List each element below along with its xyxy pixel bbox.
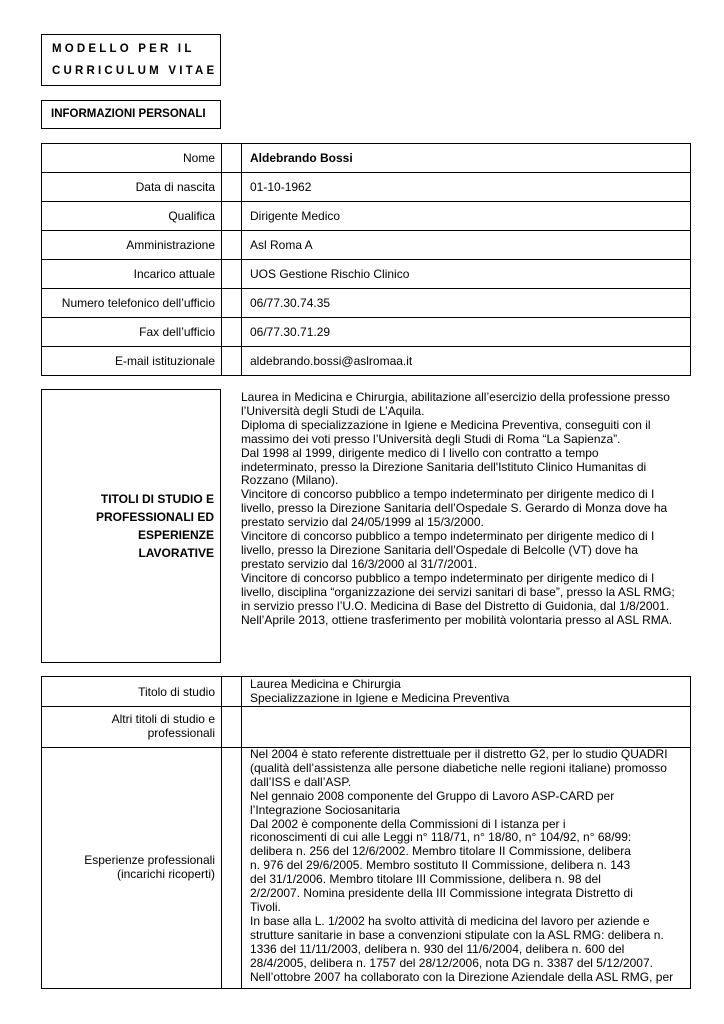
altri-titoli-label xyxy=(42,707,222,748)
altri-titoli-label-line1: Altri titoli di studio e xyxy=(111,712,215,727)
document-title-line2: CURRICULUM VITAE xyxy=(52,65,218,77)
text-line: livello, presso la Direzione Sanitaria dell’Ospedale di Belcolle (VT) dove ha xyxy=(241,542,638,557)
text-line: l’Integrazione Sociosanitaria xyxy=(250,802,401,817)
personal-field-value: aldebrando.bossi@aslromaa.it xyxy=(242,347,691,376)
text-line: Rozzano (Milano). xyxy=(241,473,339,488)
personal-field-label: Numero telefonico dell’ufficio xyxy=(42,289,222,318)
titoli-heading-line1: TITOLI DI STUDIO E xyxy=(100,492,214,506)
text-line: riconoscimenti di cui alle Leggi n° 118/71, n° 18/80, n° 104/92, n° 68/99: xyxy=(250,830,632,845)
text-line: Nel gennaio 2008 componente del Gruppo di Lavoro ASP-CARD per xyxy=(250,788,615,803)
text-line: l’Università degli Studi de L’Aquila. xyxy=(241,403,425,418)
table-row xyxy=(42,202,691,231)
text-line: in servizio presso l’U.O. Medicina di Base del Distretto di Guidonia, dal 1/8/2001. xyxy=(241,598,670,613)
section-header-personal-info xyxy=(41,100,221,129)
text-line: 28/4/2005, delibera n. 1757 del 28/12/2006, nota DG n. 3387 del 5/12/2007. xyxy=(250,955,653,970)
personal-field-value: Asl Roma A xyxy=(242,231,691,260)
text-line: Nell’ottobre 2007 ha collaborato con la Direzione Aziendale della ASL RMG, per xyxy=(250,969,674,984)
titoli-description xyxy=(241,391,691,627)
text-line: Nel 2004 è stato referente distrettuale per il distretto G2, per lo studio QUADRI xyxy=(250,747,668,761)
titoli-heading xyxy=(96,490,214,562)
esperienze-label xyxy=(42,748,222,989)
titolo-studio-line1: Laurea Medicina e Chirurgia xyxy=(250,676,401,691)
document-title-line1: MODELLO PER IL xyxy=(52,43,195,55)
titoli-section xyxy=(41,389,690,663)
table-row-altri-titoli xyxy=(42,707,691,748)
personal-field-label: Amministrazione xyxy=(42,231,222,260)
text-line: livello, disciplina “organizzazione dei servizi sanitari di base”, presso la ASL RMG; xyxy=(241,584,675,599)
personal-field-label: Incarico attuale xyxy=(42,260,222,289)
titoli-heading-line4: LAVORATIVE xyxy=(138,546,214,560)
personal-field-value: Dirigente Medico xyxy=(242,202,691,231)
table-row xyxy=(42,144,691,173)
text-line: Nell’Aprile 2013, ottiene trasferimento per mobilità volontaria presso al ASL RMA. xyxy=(241,612,673,627)
titoli-heading-line3: ESPERIENZE xyxy=(137,528,214,542)
table-row xyxy=(42,173,691,202)
table-row xyxy=(42,347,691,376)
table-row-titolo-studio xyxy=(42,677,691,707)
text-line: Laurea in Medicina e Chirurgia, abilitazione all’esercizio della professione presso xyxy=(241,390,670,404)
text-line: Dal 2002 è componente della Commissioni di I istanza per i xyxy=(250,816,566,831)
personal-field-value: 06/77.30.74.35 xyxy=(242,289,691,318)
esperienze-label-line2: (incarichi ricoperti) xyxy=(116,867,215,881)
text-line: prestato servizio dal 16/3/2000 al 31/7/2001. xyxy=(241,556,478,571)
personal-field-value: Aldebrando Bossi xyxy=(242,144,691,173)
personal-field-value: 06/77.30.71.29 xyxy=(242,318,691,347)
text-line: In base alla L. 1/2002 ha svolto attività di medicina del lavoro per aziende e xyxy=(250,913,650,928)
personal-info-table xyxy=(41,143,691,376)
titoli-label-cell xyxy=(41,389,221,663)
table-row xyxy=(42,231,691,260)
text-line: 1336 del 11/11/2003, delibera n. 930 del 11/6/2004, delibera n. 600 del xyxy=(250,941,625,956)
titolo-studio-label: Titolo di studio xyxy=(42,677,222,707)
text-line: Tivoli. xyxy=(250,899,281,914)
text-line: massimo dei voti presso l’Università degli Studi di Roma “La Sapienza”. xyxy=(241,431,621,446)
text-line: livello, presso la Direzione Sanitaria dell’Ospedale S. Gerardo di Monza dove ha xyxy=(241,501,668,516)
titoli-heading-line2: PROFESSIONALI ED xyxy=(95,510,214,524)
personal-field-label: Fax dell’ufficio xyxy=(42,318,222,347)
text-line: delibera n. 256 del 12/6/2002. Membro titolare II Commissione, delibera xyxy=(250,844,631,859)
titolo-studio-line2: Specializzazione in Igiene e Medicina Preventiva xyxy=(250,690,510,705)
personal-field-label: Nome xyxy=(42,144,222,173)
text-line: 2/2/2007. Nomina presidente della III Commissione integrata Distretto di xyxy=(250,886,633,901)
text-line: del 31/1/2006. Membro titolare III Commissione, delibera n. 98 del xyxy=(250,872,601,887)
text-line: indeterminato, presso la Direzione Sanitaria dell'Istituto Clinico Humanitas di xyxy=(241,459,647,474)
esperienze-value xyxy=(242,748,691,989)
text-line: Vincitore di concorso pubblico a tempo indeterminato per dirigente medico di I xyxy=(241,529,655,544)
personal-field-value: UOS Gestione Rischio Clinico xyxy=(242,260,691,289)
altri-titoli-label-line2: professionali xyxy=(147,726,215,740)
text-line: (qualità dell’assistenza alle persone diabetiche nelle regioni italiane) promosso xyxy=(250,760,667,775)
personal-field-label: Qualifica xyxy=(42,202,222,231)
text-line: Diploma di specializzazione in Igiene e Medicina Preventiva, conseguiti con il xyxy=(241,417,651,432)
personal-field-value: 01-10-1962 xyxy=(242,173,691,202)
text-line: prestato servizio dal 24/05/1999 al 15/3/2000. xyxy=(241,515,484,530)
table-row xyxy=(42,318,691,347)
text-line: dall’ISS e dall’ASP. xyxy=(250,774,352,789)
section-header-label: INFORMAZIONI PERSONALI xyxy=(51,108,206,120)
altri-titoli-value xyxy=(242,707,691,748)
table-row xyxy=(42,260,691,289)
titolo-studio-value xyxy=(242,677,691,707)
study-experience-table xyxy=(41,676,691,989)
text-line: Vincitore di concorso pubblico a tempo indeterminato per dirigente medico di I xyxy=(241,570,655,585)
personal-field-label: E-mail istituzionale xyxy=(42,347,222,376)
document-title-box xyxy=(41,34,221,86)
table-row-esperienze xyxy=(42,748,691,989)
text-line: Dal 1998 al 1999, dirigente medico di I livello con contratto a tempo xyxy=(241,445,599,460)
personal-field-label: Data di nascita xyxy=(42,173,222,202)
text-line: n. 976 del 29/6/2005. Membro sostituto II Commissione, delibera n. 143 xyxy=(250,858,631,873)
text-line: Vincitore di concorso pubblico a tempo indeterminato per dirigente medico di I xyxy=(241,487,655,502)
text-line: strutture sanitarie in base a convenzioni stipulate con la ASL RMG: delibera n. xyxy=(250,927,664,942)
table-row xyxy=(42,289,691,318)
esperienze-label-line1: Esperienze professionali xyxy=(84,853,215,868)
